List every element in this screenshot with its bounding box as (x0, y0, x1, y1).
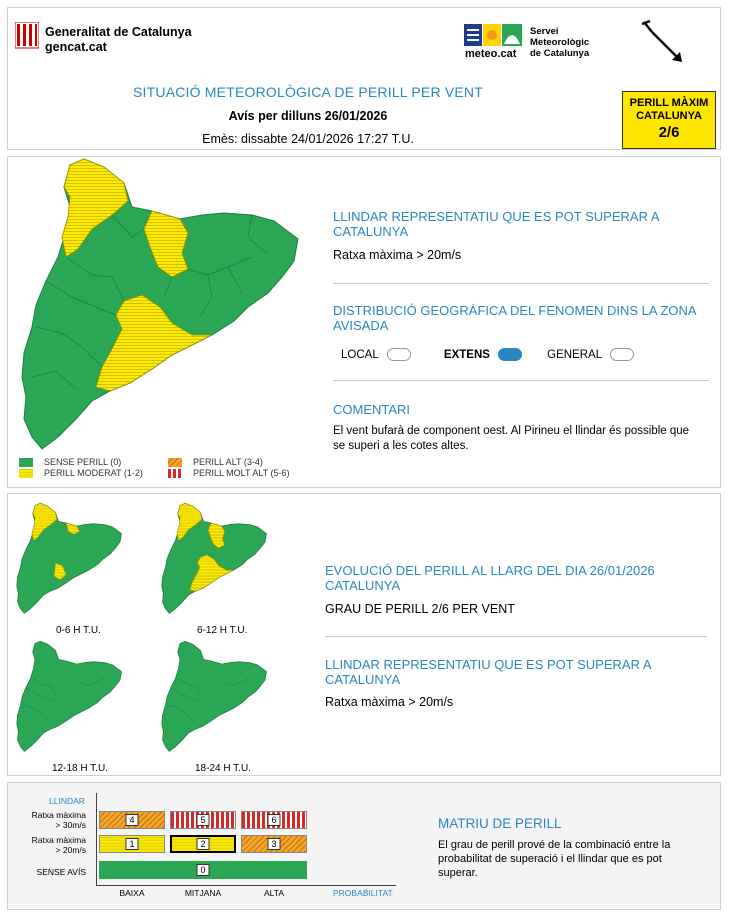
evolution-title: EVOLUCIÓ DEL PERILL AL LLARG DEL DIA 26/01/2026 CATALUNYA (325, 563, 655, 593)
dist-local-option[interactable] (341, 349, 411, 361)
matrix-col-low: BAIXA (119, 888, 145, 898)
threshold-value: Ratxa màxima > 20m/s (333, 248, 462, 262)
comments-text: El vent bufarà de component oest. Al Pirineu el llindar és possible que se superi a les cotes altes. (333, 425, 690, 452)
emission-time: Emès: dissabte 24/01/2026 17:27 T.U. (202, 132, 414, 146)
matrix-cell-4 (99, 811, 165, 829)
legend-high: PERILL ALT (3-4) (193, 457, 263, 467)
matrix-cell-3 (241, 835, 307, 853)
matrix-cell-0 (99, 861, 307, 879)
matrix-col-high: ALTA (264, 888, 284, 898)
map-0-6-label: 0-6 H T.U. (56, 625, 101, 636)
matrix-row-mid-line1: Ratxa màxima (31, 835, 86, 845)
legend-swatch-none (19, 458, 33, 467)
matrix-axis-threshold: LLINDAR (49, 796, 85, 806)
warning-date: Avís per dilluns 26/01/2026 (228, 109, 388, 123)
map-18-24-label: 18-24 H T.U. (195, 763, 251, 774)
page-title: SITUACIÓ METEOROLÒGICA DE PERILL PER VENT (133, 84, 483, 100)
map-18-24[interactable] (158, 634, 268, 759)
max-danger-badge (622, 91, 716, 149)
map-0-6[interactable] (13, 496, 123, 621)
smc-name-3: de Catalunya (530, 48, 590, 59)
current-warning-panel (7, 156, 721, 488)
badge-level: 2/6 (658, 124, 680, 141)
legend-very-high: PERILL MOLT ALT (5-6) (193, 468, 290, 478)
gencat-domain: gencat.cat (45, 40, 107, 54)
dist-extens-label: EXTENS (443, 348, 490, 361)
legend-swatch-high (168, 458, 182, 467)
evolution-threshold-value: Ratxa màxima > 20m/s (325, 695, 454, 709)
map-12-18-label: 12-18 H T.U. (52, 763, 108, 774)
map-6-12[interactable] (158, 496, 268, 621)
map-12-18[interactable] (13, 634, 123, 759)
divider (333, 380, 709, 381)
matrix-cell-0-label: 0 (196, 864, 209, 876)
matrix-cell-1 (99, 835, 165, 853)
dist-general-label: GENERAL (547, 348, 603, 361)
dist-local-label: LOCAL (341, 348, 379, 361)
meteocat-text: meteo.cat (465, 48, 517, 60)
distribution-options (341, 348, 634, 361)
distribution-title: DISTRIBUCIÓ GEOGRÀFICA DEL FENOMEN DINS LA ZONA AVISADA (333, 303, 696, 333)
matrix-col-mid: MITJANA (184, 888, 222, 898)
badge-line-1: PERILL MÀXIM (629, 97, 709, 109)
threshold-title: LLINDAR REPRESENTATIU QUE ES POT SUPERAR A CATALUNYA (333, 209, 659, 239)
gencat-name: Generalitat de Catalunya (45, 25, 192, 39)
divider (325, 636, 707, 637)
matrix-title: MATRIU DE PERILL (438, 816, 562, 831)
evolution-threshold-title: LLINDAR REPRESENTATIU QUE ES POT SUPERAR A CATALUNYA (325, 657, 651, 687)
evolution-panel (7, 493, 721, 776)
matrix-y-axis (96, 793, 97, 885)
matrix-cell-5-label: 5 (196, 814, 209, 826)
legend-moderate: PERILL MODERAT (1-2) (44, 468, 143, 478)
divider (333, 283, 709, 284)
matrix-row-none: SENSE AVÍS (36, 867, 86, 877)
dist-extens-option[interactable] (444, 349, 522, 361)
matrix-cell-1-label: 1 (125, 838, 138, 850)
matrix-row-mid-line2: > 20m/s (55, 845, 86, 855)
legend-swatch-very-high (168, 469, 182, 478)
matrix-row-mid (14, 835, 86, 855)
matrix-cell-2-selected (170, 835, 236, 853)
legend-none: SENSE PERILL (0) (44, 457, 122, 467)
catalan-flag-icon (15, 22, 39, 50)
danger-matrix-panel (7, 782, 721, 910)
dist-local-toggle[interactable] (387, 348, 411, 361)
matrix-cell-5 (170, 811, 236, 829)
map-6-12-label: 6-12 H T.U. (197, 625, 248, 636)
catalonia-danger-map[interactable] (12, 157, 302, 452)
dist-extens-toggle[interactable] (498, 348, 522, 361)
matrix-cell-2-label: 2 (196, 838, 209, 850)
comments-title: COMENTARI (333, 402, 411, 417)
matrix-cell-3-label: 3 (267, 838, 280, 850)
legend-swatch-moderate (19, 469, 33, 478)
matrix-cell-6-label: 6 (267, 814, 280, 826)
badge-line-2: CATALUNYA (636, 110, 702, 122)
smc-name-2: Meteorològic (530, 37, 590, 48)
wind-direction-arrow-icon (638, 18, 688, 68)
matrix-text: El grau de perill prové de la combinació entre la probabilitat de superació i el llindar que es pot superar. (438, 839, 671, 879)
smc-logo[interactable] (464, 24, 604, 64)
matrix-axis-probability: PROBABILITAT (333, 888, 393, 898)
matrix-cell-4-label: 4 (125, 814, 138, 826)
matrix-x-axis (96, 885, 396, 886)
dist-general-toggle[interactable] (610, 348, 634, 361)
matrix-row-high (14, 810, 86, 830)
header-panel (7, 7, 721, 150)
dist-general-option[interactable] (547, 349, 634, 361)
smc-name-1: Servei (530, 26, 559, 37)
matrix-cell-6 (241, 811, 307, 829)
evolution-value: GRAU DE PERILL 2/6 PER VENT (325, 602, 515, 616)
matrix-row-high-line1: Ratxa màxima (31, 810, 86, 820)
matrix-row-high-line2: > 30m/s (55, 820, 86, 830)
